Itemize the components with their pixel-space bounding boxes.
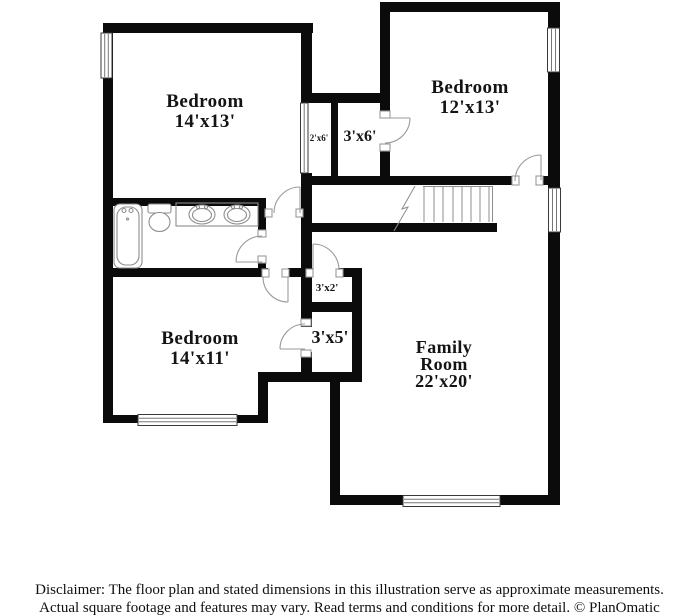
room-name: Room (420, 354, 468, 374)
window-bedroom2-right (548, 28, 560, 72)
room-label-bedroom-14x11 (110, 329, 290, 369)
room-name: Bedroom (166, 91, 244, 112)
bathtub (114, 204, 142, 268)
closet-label-3x5: 3'x5' (311, 327, 349, 347)
sink-left (189, 205, 215, 224)
sink-right (224, 205, 250, 224)
window-bedroom1-left (101, 33, 112, 78)
doors (236, 111, 543, 357)
closet-label-3x2: 3'x2' (315, 282, 339, 294)
room-name: Family (415, 337, 473, 357)
room-label-bedroom-12x13 (380, 78, 560, 118)
door-bedroom2 (512, 155, 543, 185)
room-dims: 14'x11' (170, 348, 230, 369)
room-dims: 12'x13' (439, 97, 501, 118)
window-bedroom3-bottom (138, 415, 237, 426)
room-label-bedroom-14x13 (115, 92, 295, 132)
closet-label-3x6: 3'x6' (343, 128, 377, 145)
closet-label-2x6: 2'x6' (309, 133, 329, 143)
door-bedroom1 (265, 187, 303, 217)
door-bedroom3 (262, 269, 289, 302)
room-dims: 14'x13' (174, 111, 236, 132)
room-name: Bedroom (431, 77, 509, 98)
room-dims: 22'x20' (415, 371, 473, 391)
door-bathroom (236, 230, 266, 263)
window-familyroom-right (549, 188, 561, 232)
room-name: Bedroom (161, 328, 239, 349)
window-familyroom-bottom (403, 496, 500, 507)
room-label-family-room (374, 339, 514, 390)
vanity-double-sink (176, 203, 258, 226)
disclaimer-line-2: Actual square footage and features may vary. Read terms and conditions for more detail. © PlanOmatic (39, 600, 660, 615)
toilet (148, 204, 171, 232)
disclaimer-line-1: Disclaimer: The floor plan and stated dimensions in this illustration serve as approximate measurements. (35, 582, 664, 598)
